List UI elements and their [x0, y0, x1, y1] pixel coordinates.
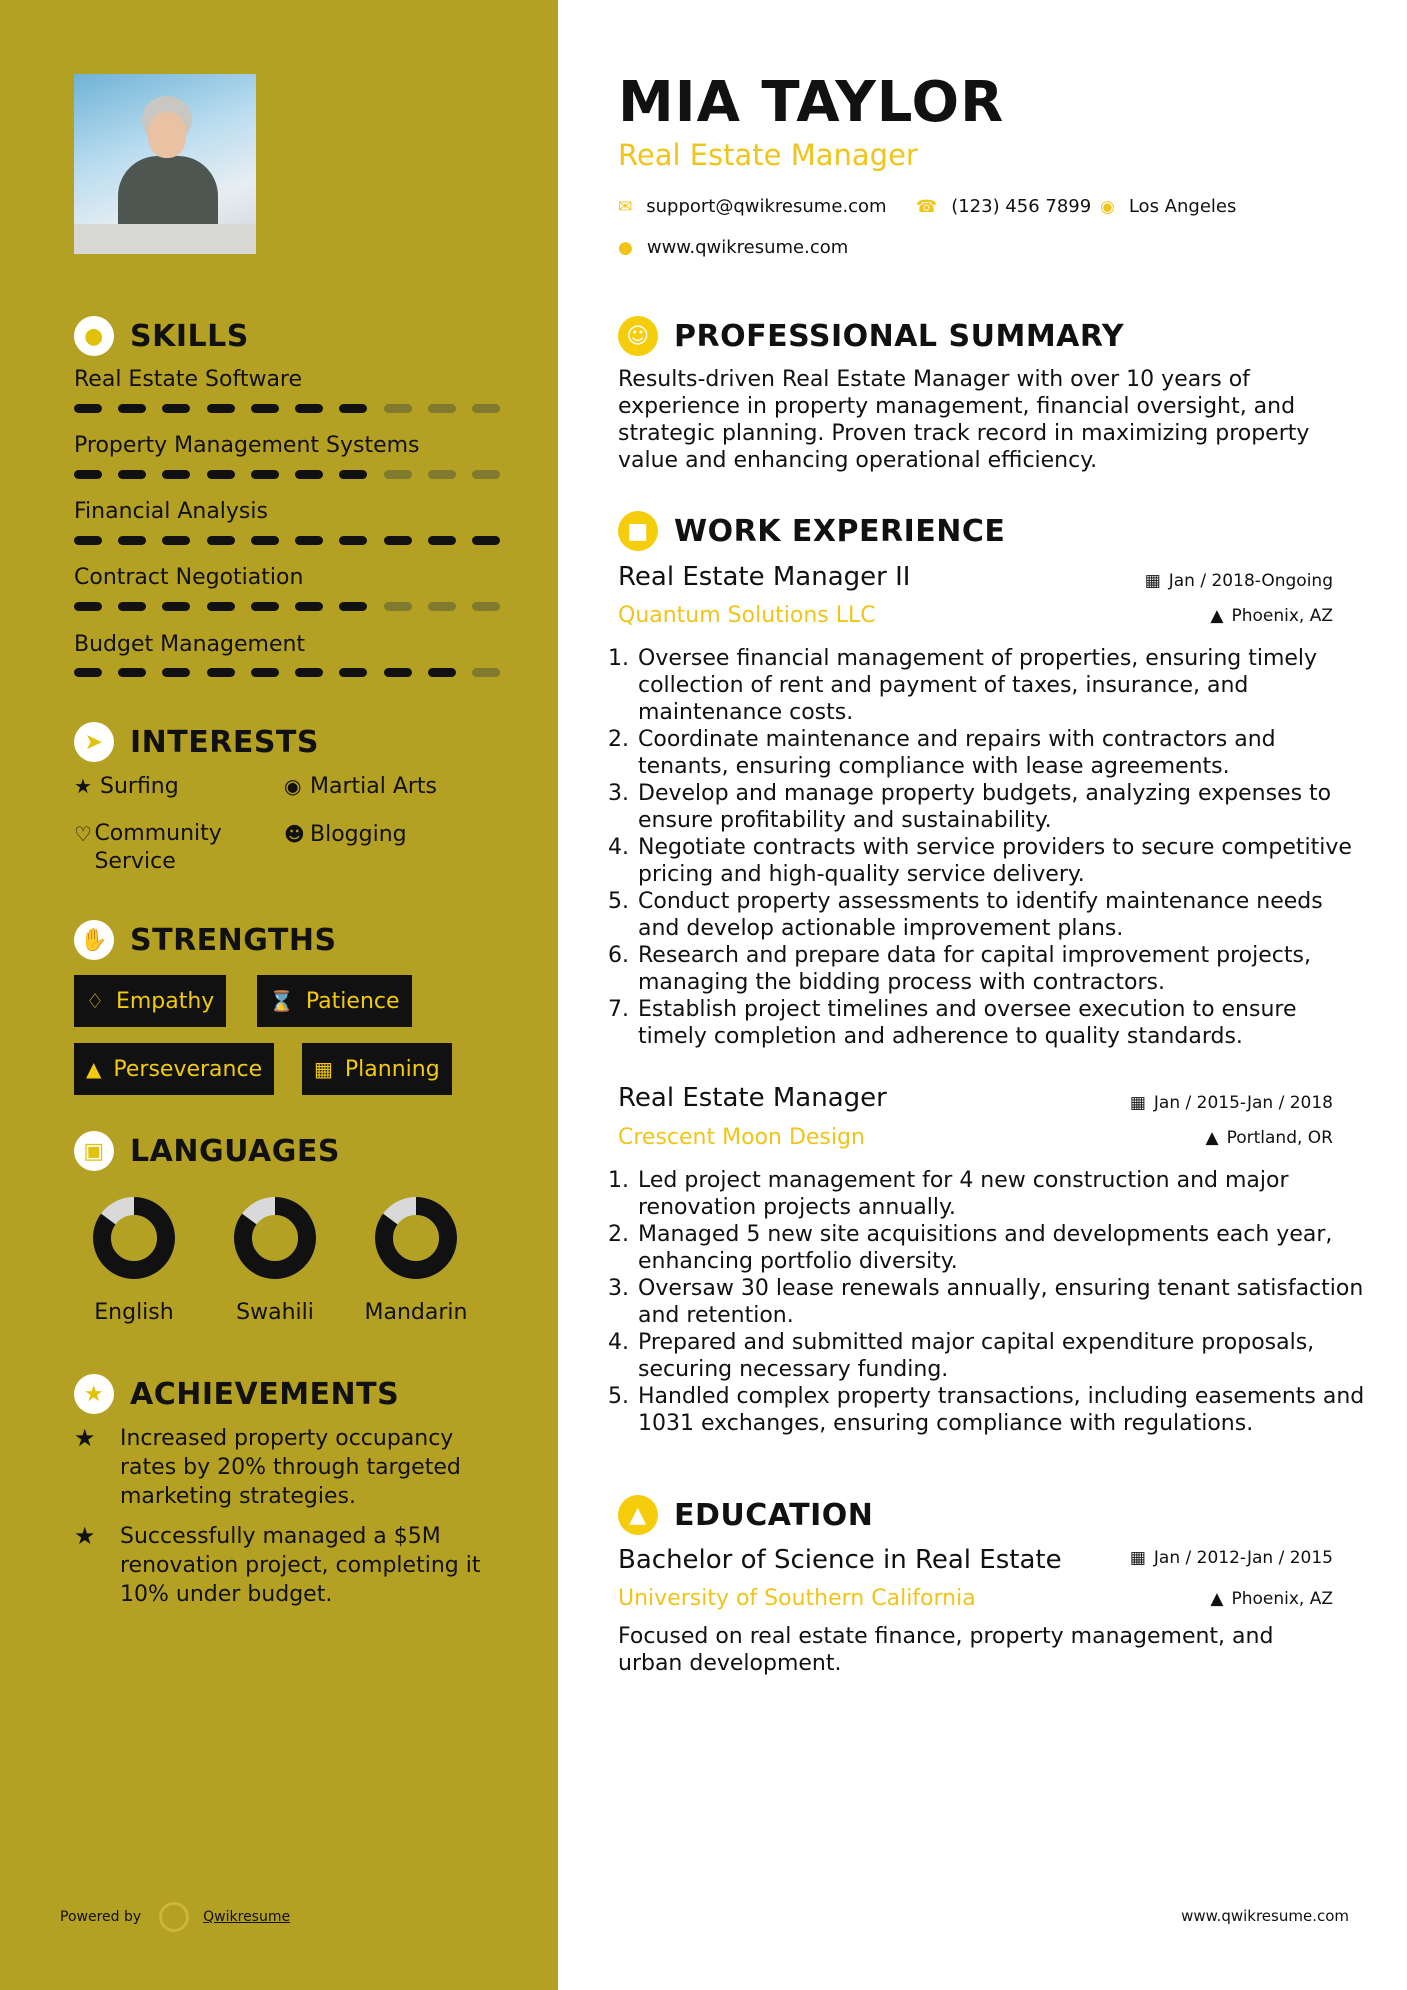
translate-icon: ▣	[74, 1131, 114, 1171]
job-bullets	[610, 645, 1366, 1050]
skill-segment-empty	[472, 668, 500, 677]
skill-segment-filled	[74, 668, 102, 677]
skill-segment-filled	[162, 536, 190, 545]
trophy-star-icon: ★	[74, 1374, 114, 1414]
achievement-item: ★ Successfully managed a $5M renovation project, completing it 10% under budget.	[74, 1522, 481, 1607]
skill-segment-filled	[295, 602, 323, 611]
map-pin-icon: ◉	[1100, 196, 1115, 217]
languages-heading: ▣ LANGUAGES	[74, 1131, 340, 1171]
skill-segment-filled	[428, 536, 456, 545]
calendar-icon: ▦	[1129, 1093, 1146, 1113]
users-icon: ☻	[284, 822, 305, 846]
shooting-star-icon: ★	[74, 1522, 96, 1550]
skill-segment-filled	[207, 536, 235, 545]
language-item	[205, 1196, 345, 1325]
calendar-icon: ▦	[314, 1057, 333, 1081]
interests-heading: ➤ INTERESTS	[74, 722, 319, 762]
language-name: Mandarin	[364, 1300, 468, 1325]
skill-segment-filled	[162, 404, 190, 413]
skill-segment-filled	[251, 602, 279, 611]
bullet-item: 1. Led project management for 4 new construction and major renovation projects annually.	[636, 1167, 1366, 1221]
skill-level-bar	[74, 536, 500, 546]
candidate-role: Real Estate Manager	[618, 138, 918, 172]
skill-segment-filled	[251, 536, 279, 545]
sidebar	[0, 0, 558, 1990]
strength-tag: ▦ Planning	[302, 1043, 452, 1095]
language-donut	[92, 1196, 176, 1280]
skill-segment-filled	[74, 404, 102, 413]
contact-location: ◉ Los Angeles	[1100, 196, 1237, 217]
language-item	[346, 1196, 486, 1325]
skill-segment-empty	[472, 470, 500, 479]
graduate-icon: ▲	[618, 1495, 658, 1535]
candidate-name: MIA TAYLOR	[618, 70, 1005, 135]
user-icon: ☺	[618, 316, 658, 356]
skill-segment-empty	[428, 602, 456, 611]
strength-tag: ♢ Empathy	[74, 975, 226, 1027]
skill-segment-filled	[162, 668, 190, 677]
globe-icon: ●	[618, 237, 633, 258]
skill-segment-empty	[384, 602, 412, 611]
skill-segment-empty	[472, 602, 500, 611]
skill-segment-filled	[384, 536, 412, 545]
skill-segment-filled	[472, 536, 500, 545]
skill-name: Real Estate Software	[74, 367, 303, 392]
summary-text: Results-driven Real Estate Manager with over 10 years of experience in property management, financial oversight, and strategic planning. Proven track record in maximizing property value and enhancing operational efficiency.	[618, 367, 1310, 473]
bullet-item: 5. Handled complex property transactions, including easements and 1031 exchanges, ensuring compliance with regulations.	[636, 1383, 1366, 1437]
skill-segment-filled	[251, 404, 279, 413]
skill-segment-filled	[207, 602, 235, 611]
profile-photo	[74, 74, 256, 254]
experience-heading: ■ WORK EXPERIENCE	[618, 511, 1005, 551]
skill-level-bar	[74, 602, 500, 612]
star-icon: ★	[74, 774, 92, 798]
qwikresume-link[interactable]: Qwikresume	[203, 1909, 291, 1925]
handshake-icon: ♢	[86, 989, 104, 1013]
skill-segment-filled	[295, 668, 323, 677]
language-name: Swahili	[236, 1300, 314, 1325]
skill-segment-filled	[295, 470, 323, 479]
handshake-icon: ♡	[74, 822, 92, 846]
school-name: University of Southern California	[618, 1586, 976, 1611]
skill-level-bar	[74, 404, 500, 414]
bullet-item: 2. Coordinate maintenance and repairs with contractors and tenants, ensuring compliance with lease agreements.	[636, 726, 1366, 780]
skill-segment-filled	[118, 602, 146, 611]
skill-segment-filled	[251, 668, 279, 677]
skill-segment-filled	[339, 536, 367, 545]
skill-segment-filled	[207, 668, 235, 677]
office-chair-icon: ■	[618, 511, 658, 551]
interest-item: ★ Surfing	[74, 774, 179, 799]
skill-segment-filled	[251, 470, 279, 479]
job-company: Crescent Moon Design	[618, 1125, 865, 1150]
skill-segment-filled	[118, 536, 146, 545]
skill-segment-filled	[74, 602, 102, 611]
skill-segment-empty	[384, 404, 412, 413]
skill-segment-filled	[74, 470, 102, 479]
bullet-item: 3. Oversaw 30 lease renewals annually, ensuring tenant satisfaction and retention.	[636, 1275, 1366, 1329]
bullet-item: 2. Managed 5 new site acquisitions and developments each year, enhancing portfolio diversity.	[636, 1221, 1366, 1275]
skill-name: Financial Analysis	[74, 499, 268, 524]
skill-segment-filled	[74, 536, 102, 545]
skill-segment-filled	[428, 668, 456, 677]
language-donut	[233, 1196, 317, 1280]
skill-segment-filled	[339, 404, 367, 413]
skill-segment-filled	[118, 404, 146, 413]
skill-name: Budget Management	[74, 632, 306, 657]
job-title: Real Estate Manager II	[618, 562, 911, 592]
skill-name: Contract Negotiation	[74, 565, 304, 590]
pin-icon: ▲	[1210, 1589, 1224, 1609]
road-icon: ▲	[86, 1057, 102, 1081]
skills-heading: ● SKILLS	[74, 316, 249, 356]
skill-segment-filled	[162, 470, 190, 479]
achievements-heading: ★ ACHIEVEMENTS	[74, 1374, 399, 1414]
strength-tag: ⌛ Patience	[257, 975, 412, 1027]
interest-item: ♡ Community Service	[74, 821, 222, 874]
bullet-item: 3. Develop and manage property budgets, analyzing expenses to ensure profitability and sustainability.	[636, 780, 1366, 834]
skill-segment-filled	[118, 668, 146, 677]
job-location: ▲ Phoenix, AZ	[1210, 606, 1333, 626]
contact-website[interactable]: ● www.qwikresume.com	[618, 237, 849, 258]
job-company: Quantum Solutions LLC	[618, 603, 876, 628]
interest-item: ◉ Martial Arts	[284, 774, 438, 799]
skill-segment-empty	[428, 404, 456, 413]
skill-segment-filled	[162, 602, 190, 611]
degree-title: Bachelor of Science in Real Estate	[618, 1545, 1062, 1575]
language-name: English	[94, 1300, 174, 1325]
bullet-item: 6. Research and prepare data for capital improvement projects, managing the bidding process with contractors.	[636, 942, 1366, 996]
skill-segment-filled	[118, 470, 146, 479]
qwikresume-logo-icon	[159, 1902, 189, 1932]
skill-segment-filled	[295, 536, 323, 545]
strengths-heading: ✋ STRENGTHS	[74, 920, 337, 960]
fist-icon: ✋	[74, 920, 114, 960]
skill-name: Property Management Systems	[74, 433, 420, 458]
skill-segment-filled	[207, 470, 235, 479]
skill-segment-filled	[207, 404, 235, 413]
skill-segment-empty	[472, 404, 500, 413]
bullet-item: 1. Oversee financial management of properties, ensuring timely collection of rent and payment of taxes, insurance, and maintenance costs.	[636, 645, 1366, 726]
skill-segment-filled	[339, 602, 367, 611]
contact-email[interactable]: ✉ support@qwikresume.com	[618, 196, 887, 217]
footer-url[interactable]: www.qwikresume.com	[1181, 1907, 1349, 1925]
language-item	[64, 1196, 204, 1325]
bullet-item: 4. Negotiate contracts with service providers to secure competitive pricing and high-quality service delivery.	[636, 834, 1366, 888]
powered-by: Powered by Qwikresume	[60, 1902, 290, 1932]
globe-icon: ◉	[284, 774, 302, 798]
pin-icon: ▲	[1210, 606, 1224, 626]
lightbulb-icon: ●	[74, 316, 114, 356]
language-donut	[374, 1196, 458, 1280]
job-dates: ▦ Jan / 2015-Jan / 2018	[1129, 1093, 1333, 1113]
pin-icon: ▲	[1205, 1128, 1219, 1148]
skill-level-bar	[74, 668, 500, 678]
bullet-item: 4. Prepared and submitted major capital expenditure proposals, securing necessary funding.	[636, 1329, 1366, 1383]
education-heading: ▲ EDUCATION	[618, 1495, 873, 1535]
skill-segment-empty	[428, 470, 456, 479]
phone-icon: ☎	[916, 196, 938, 217]
skill-segment-filled	[295, 404, 323, 413]
skill-level-bar	[74, 470, 500, 480]
education-text: Focused on real estate finance, property management, and urban development.	[618, 1624, 1274, 1676]
hourglass-icon: ⌛	[269, 989, 294, 1013]
skill-segment-filled	[339, 668, 367, 677]
paper-plane-icon: ➤	[74, 722, 114, 762]
shooting-star-icon: ★	[74, 1424, 96, 1452]
job-bullets	[610, 1167, 1366, 1437]
skill-segment-empty	[384, 470, 412, 479]
calendar-icon: ▦	[1144, 571, 1161, 591]
strength-tag: ▲ Perseverance	[74, 1043, 274, 1095]
skill-segment-filled	[384, 668, 412, 677]
contact-phone[interactable]: ☎ (123) 456 7899	[916, 196, 1092, 217]
education-location: ▲ Phoenix, AZ	[1210, 1589, 1333, 1609]
bullet-item: 5. Conduct property assessments to identify maintenance needs and develop actionable improvement plans.	[636, 888, 1366, 942]
interest-item: ☻ Blogging	[284, 822, 407, 847]
education-dates: ▦ Jan / 2012-Jan / 2015	[1129, 1548, 1333, 1568]
skill-segment-filled	[339, 470, 367, 479]
summary-heading: ☺ PROFESSIONAL SUMMARY	[618, 316, 1124, 356]
job-dates: ▦ Jan / 2018-Ongoing	[1144, 571, 1333, 591]
achievement-item: ★ Increased property occupancy rates by 20% through targeted marketing strategies.	[74, 1424, 461, 1509]
bullet-item: 7. Establish project timelines and oversee execution to ensure timely completion and adherence to quality standards.	[636, 996, 1366, 1050]
calendar-icon: ▦	[1129, 1548, 1146, 1568]
job-location: ▲ Portland, OR	[1205, 1128, 1333, 1148]
envelope-icon: ✉	[618, 196, 633, 217]
job-title: Real Estate Manager	[618, 1083, 887, 1113]
